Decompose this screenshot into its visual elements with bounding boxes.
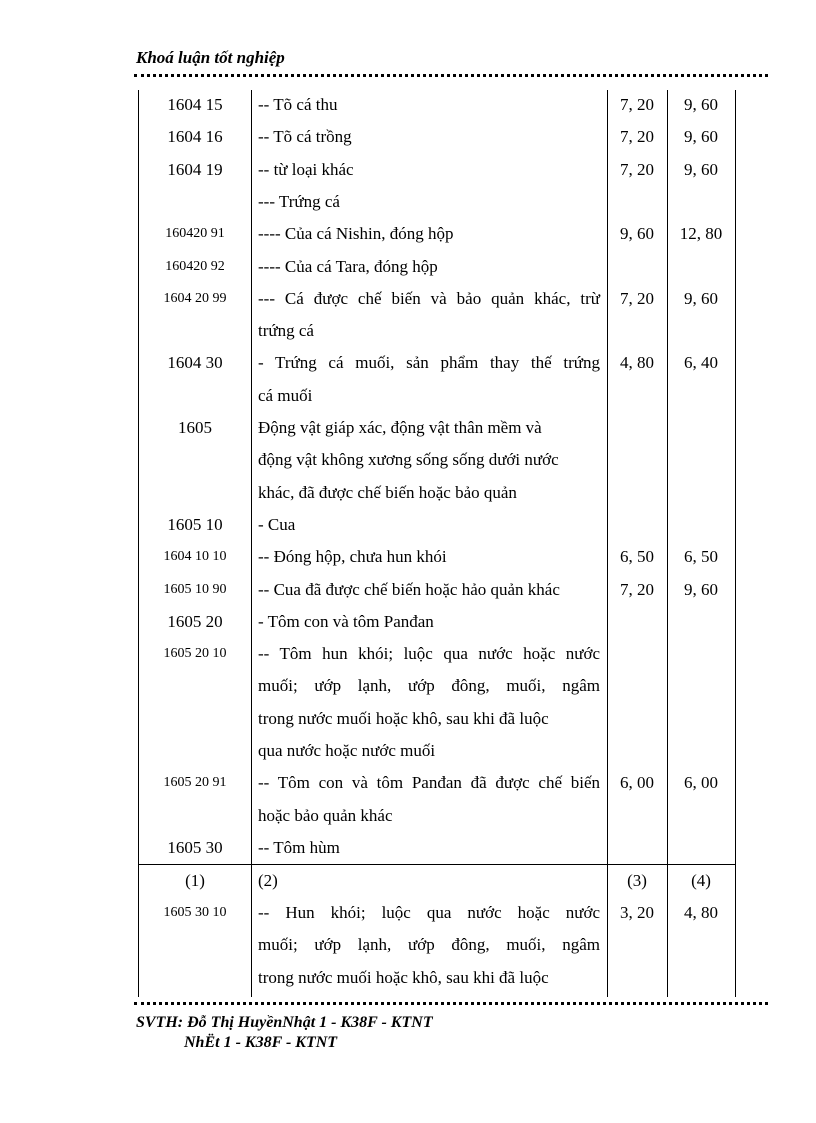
row-description: - Tôm con và tôm Panđan <box>258 612 434 631</box>
row-description: Động vật giáp xác, động vật thân mềm và <box>258 418 542 437</box>
row-description: trứng cá <box>258 321 314 340</box>
row-description: -- từ loại khác <box>258 160 354 179</box>
column-header-1: (1) <box>185 871 205 890</box>
row-description: khác, đã được chế biến hoặc bảo quản <box>258 483 517 502</box>
row-rate-col3: 6, 50 <box>620 547 654 566</box>
row-code: 1605 10 90 <box>163 582 227 597</box>
row-description: -- Tôm hùm <box>258 838 340 857</box>
row-rate-col4: 12, 80 <box>679 224 723 243</box>
row-description: trong nước muối hoặc khô, sau khi đã luộc <box>258 968 549 987</box>
row-code: 1605 20 10 <box>163 646 227 661</box>
footer-rule <box>134 1002 768 1005</box>
row-rate-col4: 9, 60 <box>684 95 718 114</box>
row-description: --- Trứng cá <box>258 192 340 211</box>
row-code: 1604 15 <box>167 95 223 114</box>
row-description: ---- Của cá Nishin, đóng hộp <box>258 224 454 243</box>
row-description: - Trứng cá muối, sản phẩm thay thế trứng <box>258 353 600 372</box>
row-rate-col3: 4, 80 <box>620 353 654 372</box>
row-description: hoặc bảo quản khác <box>258 806 393 825</box>
row-description: -- Tôm con và tôm Panđan đã được chế biến <box>258 773 600 792</box>
footer-author-line: SVTH: Đỗ Thị HuyềnNhật 1 - K38F - KTNT <box>136 1014 433 1031</box>
row-code: 1604 16 <box>167 127 223 146</box>
page-header-title: Khoá luận tốt nghiệp <box>136 48 285 67</box>
row-description: qua nước hoặc nước muối <box>258 741 436 760</box>
row-rate-col3: 7, 20 <box>620 580 654 599</box>
row-rate-col3: 7, 20 <box>620 127 654 146</box>
row-code: 1605 10 <box>167 515 223 534</box>
column-header-2: (2) <box>258 871 278 890</box>
row-description: muối; ướp lạnh, ướp đông, muối, ngâm <box>258 935 600 954</box>
table-border-right <box>735 90 736 997</box>
row-description: -- Tõ cá thu <box>258 95 338 114</box>
row-rate-col4: 6, 00 <box>684 773 718 792</box>
row-rate-col3: 7, 20 <box>620 289 654 308</box>
row-rate-col4: 9, 60 <box>684 127 718 146</box>
row-code: 1604 30 <box>167 353 223 372</box>
row-code: 1604 10 10 <box>163 549 227 564</box>
table-divider-3 <box>667 90 668 997</box>
row-description: ---- Của cá Tara, đóng hộp <box>258 257 438 276</box>
row-code: 1604 19 <box>167 160 223 179</box>
column-header-4: (4) <box>691 871 711 890</box>
row-code: 160420 91 <box>165 226 225 241</box>
row-code: 1605 30 <box>167 838 223 857</box>
row-code: 1604 20 99 <box>163 291 227 306</box>
row-description: -- Hun khói; luộc qua nước hoặc nước <box>258 903 600 922</box>
table-divider-1 <box>251 90 252 997</box>
row-rate-col4: 9, 60 <box>684 580 718 599</box>
row-code: 160420 92 <box>165 259 225 274</box>
row-description: - Cua <box>258 515 296 534</box>
row-rate-col4: 4, 80 <box>684 903 718 922</box>
row-code: 1605 <box>178 418 212 437</box>
row-rate-col3: 3, 20 <box>620 903 654 922</box>
row-rate-col3: 7, 20 <box>620 95 654 114</box>
row-description: -- Đóng hộp, chưa hun khói <box>258 547 447 566</box>
row-code: 1605 20 <box>167 612 223 631</box>
row-rate-col4: 9, 60 <box>684 289 718 308</box>
row-description: trong nước muối hoặc khô, sau khi đã luộc <box>258 709 549 728</box>
footer-class-line: NhËt 1 - K38F - KTNT <box>184 1034 338 1051</box>
row-rate-col4: 9, 60 <box>684 160 718 179</box>
row-rate-col3: 6, 00 <box>620 773 654 792</box>
row-rate-col4: 6, 40 <box>684 353 718 372</box>
column-header-3: (3) <box>627 871 647 890</box>
row-description: muối; ướp lạnh, ướp đông, muối, ngâm <box>258 676 600 695</box>
row-description: -- Cua đã được chế biến hoặc hảo quản khác <box>258 580 560 599</box>
row-rate-col3: 7, 20 <box>620 160 654 179</box>
row-rate-col4: 6, 50 <box>684 547 718 566</box>
row-description: -- Tõ cá trồng <box>258 127 352 146</box>
row-description: cá muối <box>258 386 313 405</box>
row-description: động vật không xương sống sống dưới nước <box>258 450 559 469</box>
table-border-left <box>138 90 139 997</box>
row-rate-col3: 9, 60 <box>620 224 654 243</box>
header-rule <box>134 74 768 77</box>
row-code: 1605 20 91 <box>163 775 227 790</box>
row-code: 1605 30 10 <box>163 905 227 920</box>
row-description: --- Cá được chế biến và bảo quản khác, trừ <box>258 289 600 308</box>
row-description: -- Tôm hun khói; luộc qua nước hoặc nước <box>258 644 600 663</box>
